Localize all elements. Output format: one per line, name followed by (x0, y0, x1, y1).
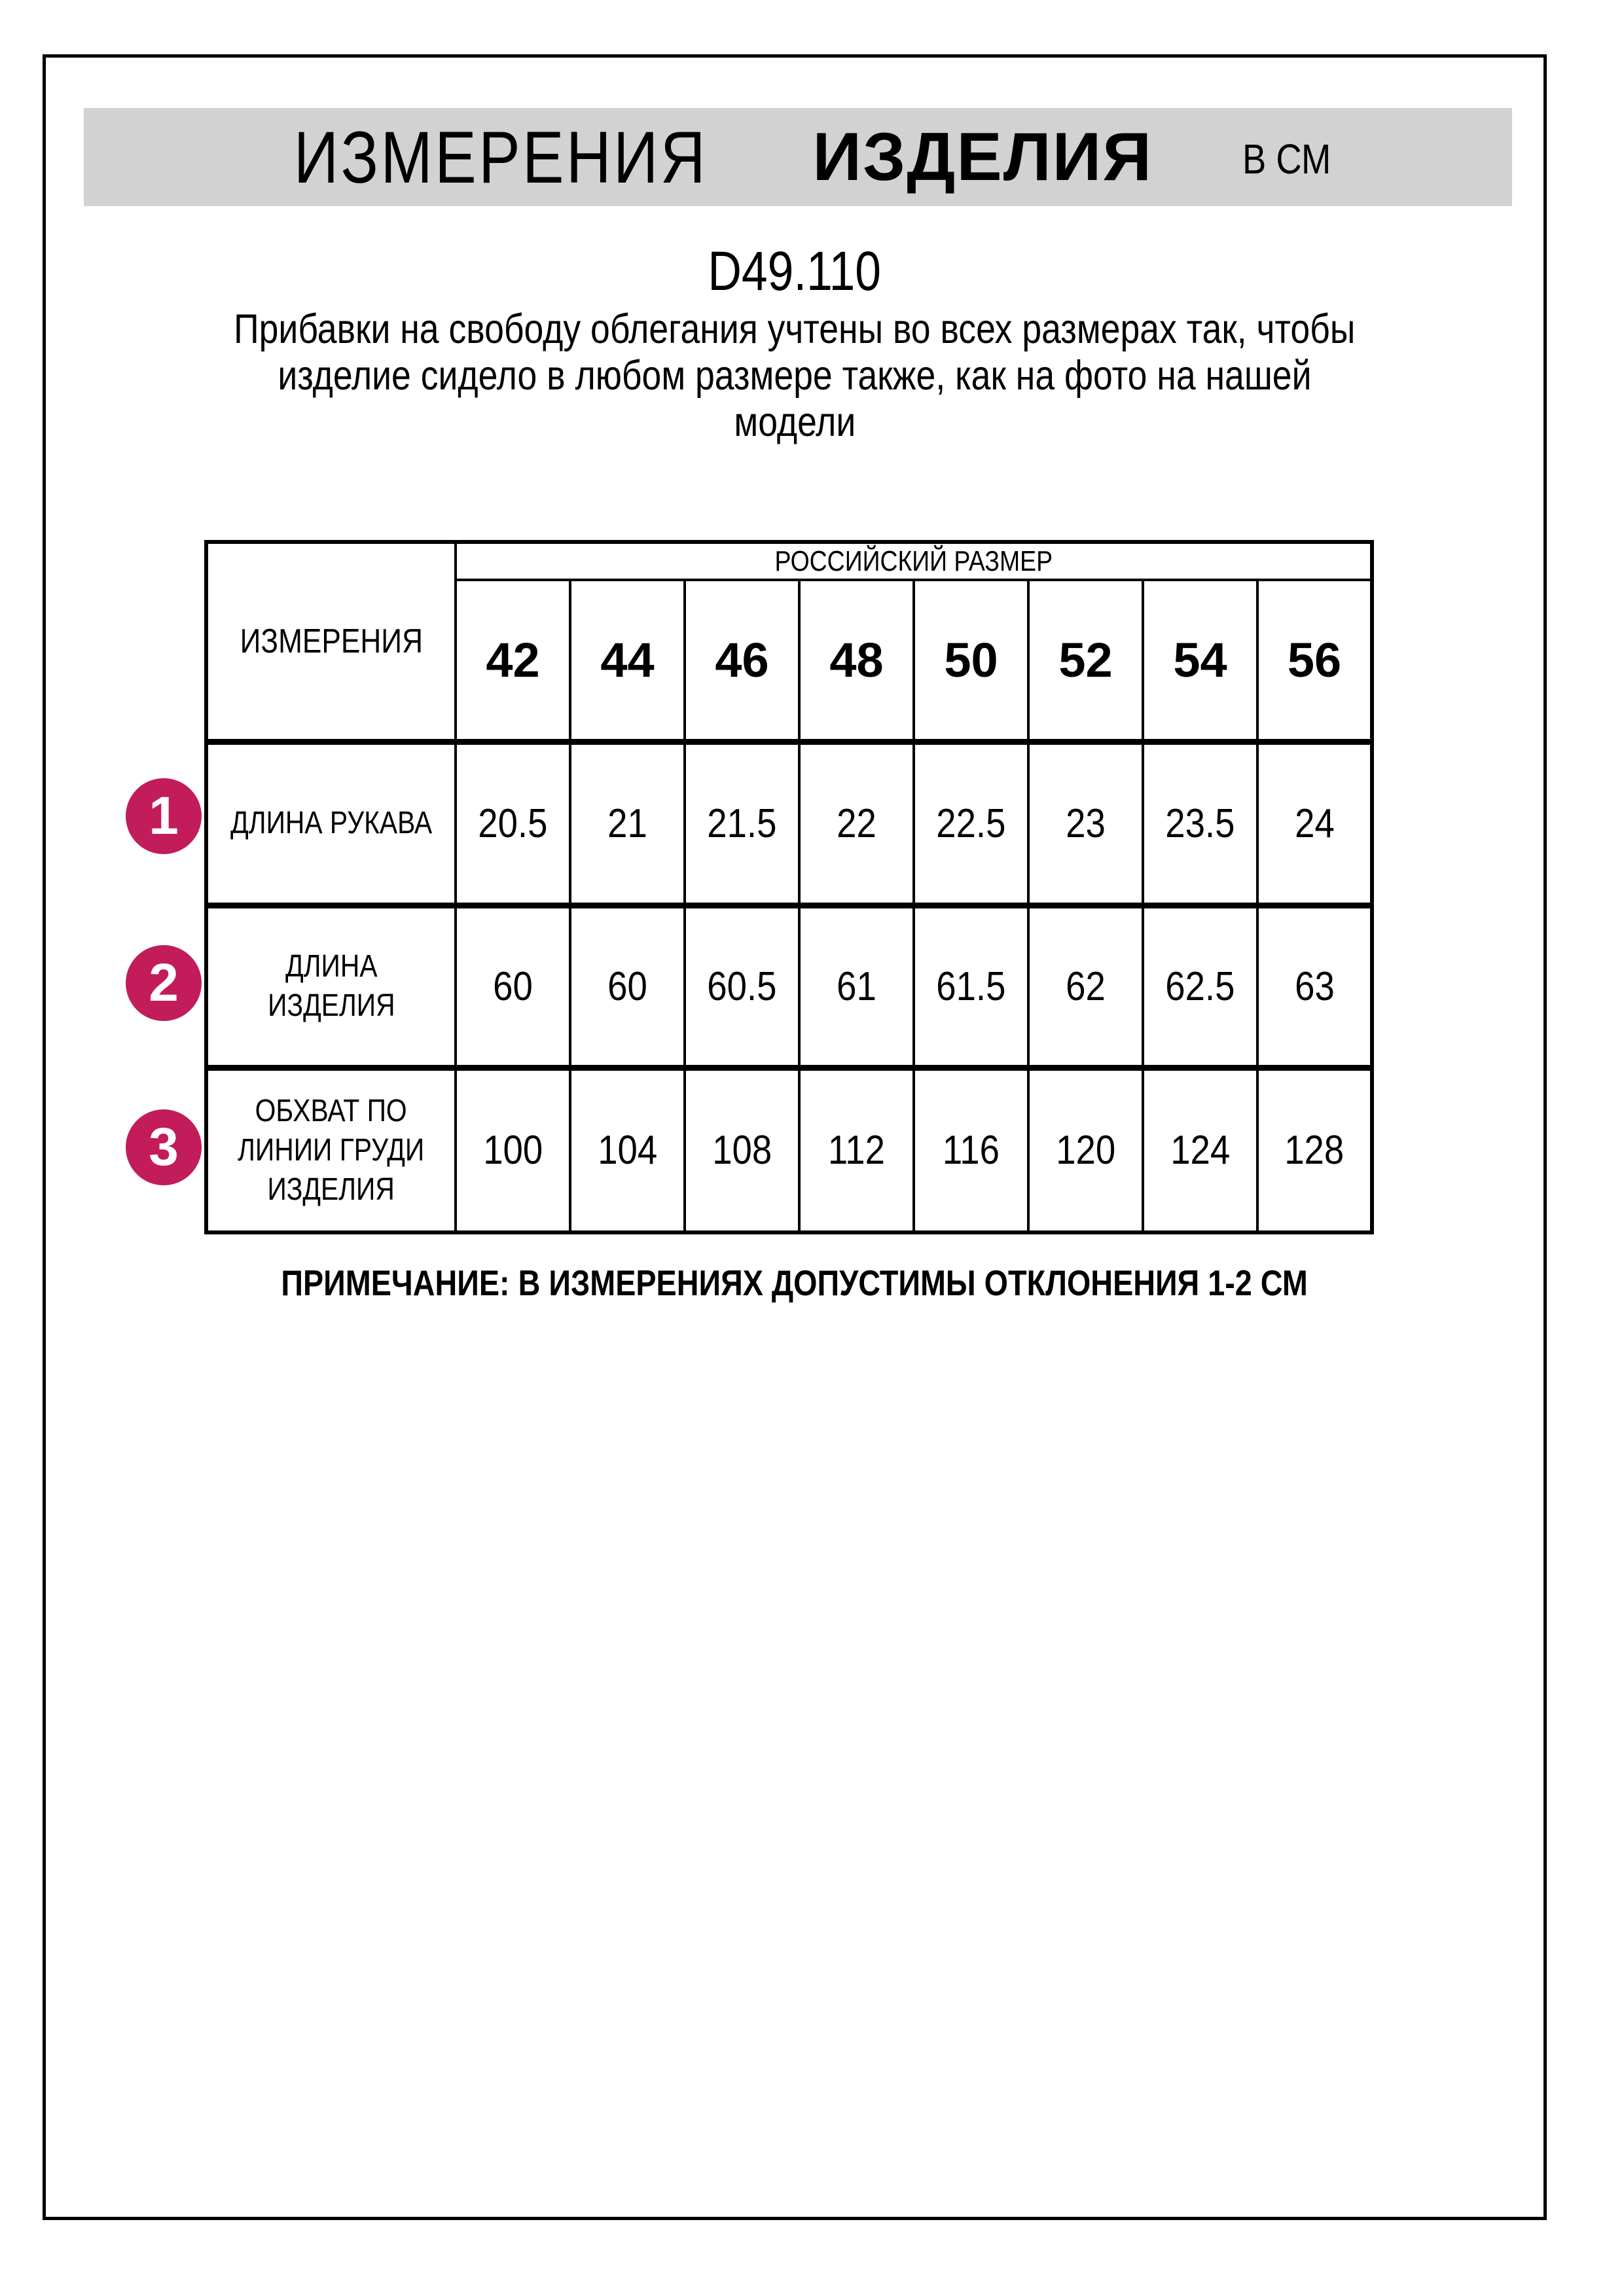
size-col-header-50: 50 (914, 580, 1028, 742)
step-badge-2-number: 2 (149, 953, 179, 1013)
value-cell: 22.5 (914, 742, 1028, 905)
row-label-cell (206, 1067, 456, 1232)
size-col-header-52: 52 (1028, 580, 1143, 742)
value-cell: 112 (799, 1067, 914, 1232)
measurement-row-garment-length (206, 905, 1372, 1067)
value-cell: 116 (914, 1067, 1028, 1232)
value-cell: 62.5 (1143, 905, 1257, 1067)
step-badge-3 (126, 1109, 202, 1185)
measurement-row-chest-girth (206, 1067, 1372, 1232)
value-cell: 22 (799, 742, 914, 905)
description-line-2: изделие сидело в любом размере также, как на фото на нашей (278, 353, 1312, 399)
value-cell: 24 (1257, 742, 1372, 905)
row-label: ДЛИНА РУКАВА (230, 806, 433, 840)
size-col-header-42: 42 (456, 580, 570, 742)
value-cell: 104 (570, 1067, 685, 1232)
value-cell: 62 (1028, 905, 1143, 1067)
size-col-header-48: 48 (799, 580, 914, 742)
value-cell: 63 (1257, 905, 1372, 1067)
value-cell: 128 (1257, 1067, 1372, 1232)
value-cell: 120 (1028, 1067, 1143, 1232)
size-col-header-46: 46 (685, 580, 799, 742)
step-badge-2 (126, 945, 202, 1021)
value-cell: 61.5 (914, 905, 1028, 1067)
description-paragraph (43, 306, 1547, 446)
size-col-header-54: 54 (1143, 580, 1257, 742)
value-cell: 20.5 (456, 742, 570, 905)
size-table (204, 540, 1374, 1234)
value-cell: 23 (1028, 742, 1143, 905)
value-cell: 100 (456, 1067, 570, 1232)
size-group-row (206, 542, 1372, 580)
row-label: ДЛИНА ИЗДЕЛИЯ (267, 949, 395, 1023)
measurement-row-sleeve-length (206, 742, 1372, 905)
value-cell: 61 (799, 905, 914, 1067)
value-cell: 60 (456, 905, 570, 1067)
value-cell: 124 (1143, 1067, 1257, 1232)
article-number (43, 240, 1547, 302)
page-title-word-measurements: ИЗМЕРЕНИЯ (293, 116, 708, 198)
note-text: ПРИМЕЧАНИЕ: В ИЗМЕРЕНИЯХ ДОПУСТИМЫ ОТКЛОНЕНИЯ 1-2 СМ (281, 1263, 1308, 1303)
description-line-3: модели (734, 399, 856, 445)
size-group-header-cell (456, 542, 1372, 580)
value-cell: 21 (570, 742, 685, 905)
row-label-cell (206, 905, 456, 1067)
description-line-1: Прибавки на свободу облегания учтены во всех размерах так, чтобы (234, 306, 1356, 352)
note-text-container (43, 1262, 1547, 1304)
size-col-header-44: 44 (570, 580, 685, 742)
value-cell: 60 (570, 905, 685, 1067)
row-label: ОБХВАТ ПО ЛИНИИ ГРУДИ ИЗДЕЛИЯ (238, 1093, 425, 1207)
corner-label-cell (206, 542, 456, 742)
step-badge-3-number: 3 (149, 1117, 179, 1177)
value-cell: 60.5 (685, 905, 799, 1067)
size-group-header: РОССИЙСКИЙ РАЗМЕР (774, 545, 1053, 577)
page-title-word-product: ИЗДЕЛИЯ (812, 118, 1153, 195)
step-badge-1-number: 1 (149, 786, 179, 846)
value-cell: 23.5 (1143, 742, 1257, 905)
page-title-units: В СМ (1242, 135, 1331, 183)
row-label-cell (206, 742, 456, 905)
value-cell: 21.5 (685, 742, 799, 905)
step-badge-1 (126, 778, 202, 854)
article-number-text: D49.110 (708, 240, 882, 302)
value-cell: 108 (685, 1067, 799, 1232)
size-col-header-56: 56 (1257, 580, 1372, 742)
corner-label: ИЗМЕРЕНИЯ (240, 622, 423, 660)
header-bar (84, 108, 1512, 206)
